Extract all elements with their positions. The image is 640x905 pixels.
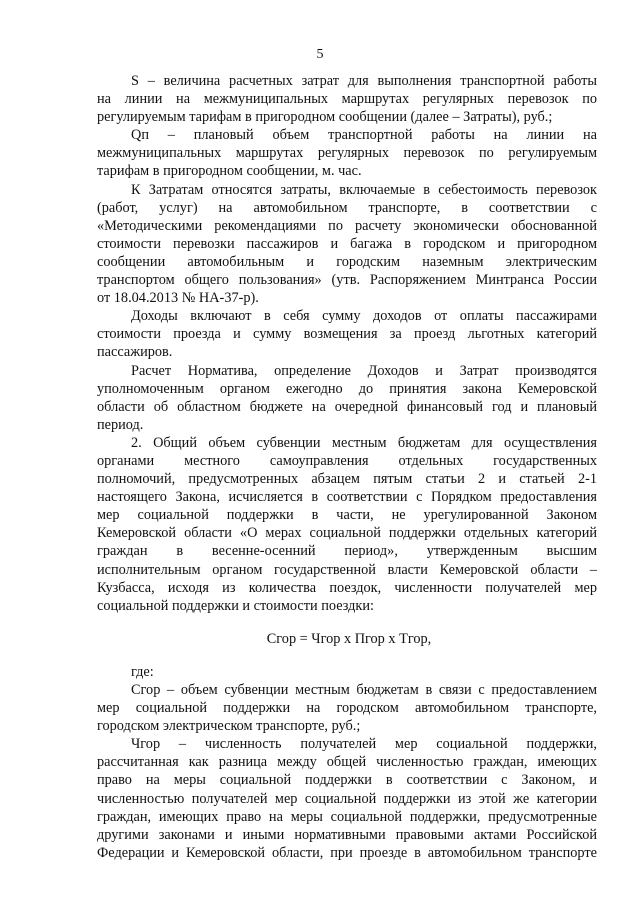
text-line: на линии на межмуниципальных маршрутах регулярных перевозок по (97, 91, 597, 108)
paragraph-qp-definition (97, 126, 597, 180)
paragraph-costs (97, 181, 597, 308)
paragraph-income (97, 307, 597, 361)
text-line: рассчитанная как разница между общей численностью граждан, имеющих (97, 754, 597, 771)
text-line: где: (131, 663, 154, 680)
text-line: уполномоченным органом ежегодно до принятия закона Кемеровской (97, 380, 597, 397)
text-line: (работ, услуг) на автомобильном транспорте, в соответствии с (97, 199, 597, 216)
paragraph-subvention (97, 434, 597, 615)
text-line: Федерации и Кемеровской области, при проезде в автомобильном транспорте (97, 844, 597, 861)
text-line: Доходы включают в себя сумму доходов от оплаты пассажирами (131, 308, 597, 325)
text-line: настоящего Закона, исчисляется в соответствии с Порядком предоставления (97, 489, 597, 506)
paragraph-sgor-definition (97, 681, 597, 735)
text-line: пассажиров. (97, 344, 173, 361)
text-line: мер социальной поддержки на городском автомобильном транспорте, (97, 700, 597, 717)
text-line: Чгор – численность получателей мер социальной поддержки, (131, 736, 597, 753)
document-body (97, 72, 597, 862)
text-line: стоимости перевозки пассажиров и багажа в городском и пригородном (97, 235, 597, 252)
text-line: Кемеровской области «О мерах социальной поддержки отдельных категорий (97, 525, 597, 542)
text-line: Qп – плановый объем транспортной работы на линии на (131, 127, 597, 144)
paragraph-chgor-definition (97, 735, 597, 862)
text-line: стоимости проезда и сумму возмещения за проезд льготных категорий (97, 326, 597, 343)
text-line: социальной поддержки и стоимости поездки: (97, 597, 374, 614)
text-line: 2. Общий объем субвенции местным бюджетам для осуществления (131, 434, 597, 451)
text-line: области об областном бюджете на очередной финансовый год и плановый (97, 398, 597, 415)
page-number: 5 (316, 47, 324, 62)
text-line: городском электрическом транспорте, руб.; (97, 718, 361, 735)
text-line: мер социальной поддержки в части, не урегулированной Законом (97, 507, 597, 524)
text-line: S – величина расчетных затрат для выполнения транспортной работы (131, 73, 597, 89)
text-line: регулируемым тарифам в пригородном сообщении (далее – Затраты), руб.; (97, 109, 553, 126)
text-line: «Методическими рекомендациями по расчету экономически обоснованной (97, 217, 597, 234)
text-line: Расчет Норматива, определение Доходов и Затрат производятся (131, 362, 597, 379)
text-line: Кузбасса, исходя из количества поездок, численности получателей мер (97, 579, 597, 596)
text-line: транспортом общего пользования» (утв. Распоряжением Минтранса России (97, 272, 597, 289)
text-line: сообщении автомобильным и городским наземным электрическим (97, 253, 597, 270)
text-line: органами местного самоуправления отдельных государственных (97, 452, 597, 469)
text-line: граждан, имеющих право на меры социальной поддержки, предусмотренные (97, 808, 597, 825)
paragraph-where (97, 663, 597, 681)
text-line: право на меры социальной поддержки в соответствии с Законом, и (97, 772, 597, 789)
formula: Сгор = Чгор х Пгор х Тгор, (266, 630, 432, 647)
text-line: Сгор – объем субвенции местным бюджетам в связи с предоставлением (131, 682, 597, 698)
paragraph-calculation (97, 362, 597, 434)
paragraph-s-definition (97, 72, 597, 126)
text-line: К Затратам относятся затраты, включаемые в себестоимость перевозок (131, 181, 597, 198)
text-line: численностью получателей мер социальной поддержки из этой же категории (97, 790, 597, 807)
text-line: межмуниципальных маршрутах регулярных перевозок по регулируемым (97, 145, 597, 162)
text-line: период. (97, 416, 144, 433)
text-line: граждан в весенне-осенний период», утвержденным высшим (97, 543, 597, 560)
text-line: полномочий, предусмотренных абзацем пятым статьи 2 и статьей 2-1 (97, 471, 597, 488)
text-line: другими законами и иными нормативными правовыми актами Российской (97, 826, 597, 843)
text-line: от 18.04.2013 № НА-37-р). (97, 290, 259, 307)
text-line: тарифам в пригородном сообщении, м. час. (97, 163, 362, 180)
text-line: исполнительным органом государственной власти Кемеровской области – (97, 561, 597, 578)
